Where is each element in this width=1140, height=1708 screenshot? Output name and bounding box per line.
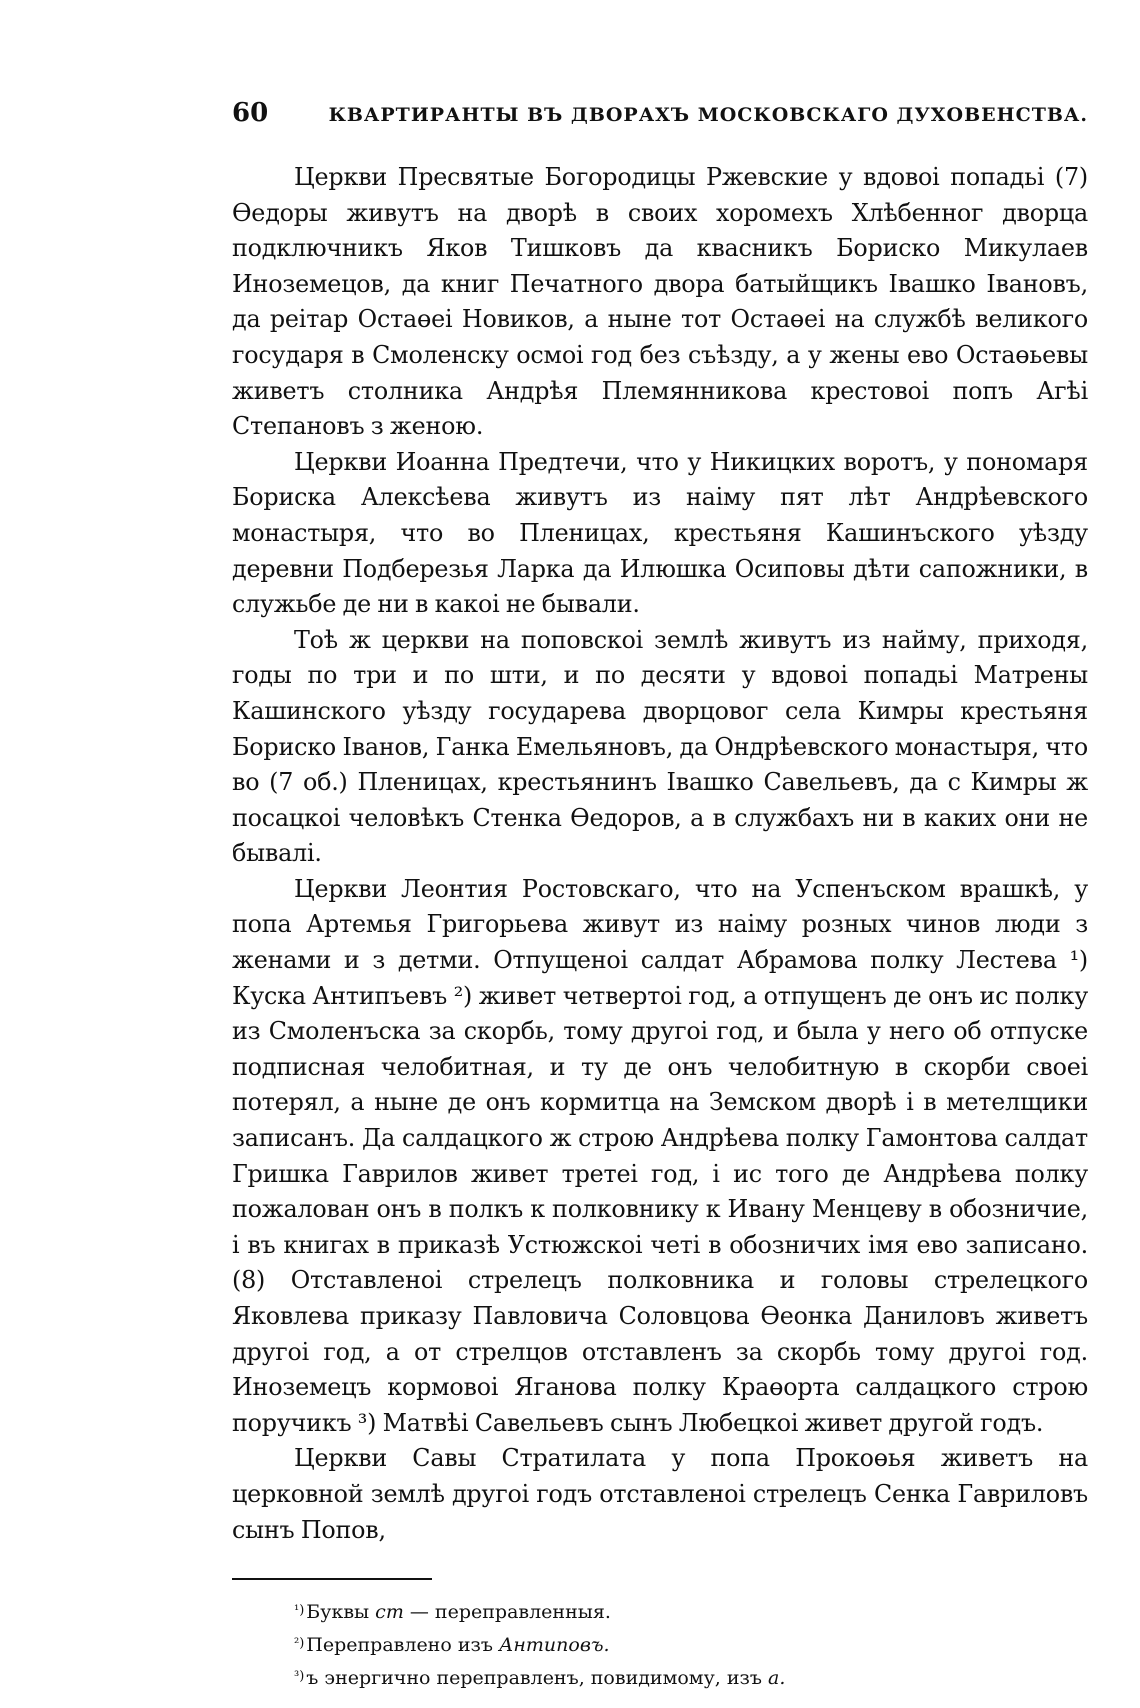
footnotes (232, 1596, 1088, 1695)
footnote-3 (294, 1662, 1088, 1695)
paragraph: Церкви Леонтия Ростовскаго, что на Успенъском врашкѣ, у попа Артемья Григорьева живут из наіму розных чинов люди з женами и з детми. Отпущеноі салдат Абрамова полку Лестева ¹) Куска Антипъевъ ²) живет четвертоі год, а отпущенъ де онъ ис полку из Смоленъска за скорбь, тому другоі год, и была у него об отпуске подписная челобитная, и ту де онъ челобитную в скорби своеі потерял, а ныне де онъ кормитца на Земском дворѣ і в метелщики записанъ. Да салдацкого ж строю Андрѣева полку Гамонтова салдат Гришка Гаврилов живет третеі год, і ис того де Андрѣева полку пожалован онъ в полкъ к полковнику к Ивану Менцеву в обозничие, і въ книгах в приказѣ Устюжскоі четі в обозничих імя ево записано. (8) Отставленоі стрелецъ полковника и головы стрелецкого Яковлева приказу Павловича Соловцова Өеонка Даниловъ живетъ другоі год, а от стрелцов отставленъ за скорбь тому другоі год. Иноземецъ кормовоі Яганова полку Краөорта салдацкого строю поручикъ ³) Матвѣі Савельевъ сынъ Любецкоі живет другой годъ. (232, 874, 1088, 1437)
footnote-italic: ст (375, 1601, 404, 1624)
footnote-rule (232, 1578, 432, 1580)
footnote-text: Буквы (306, 1601, 376, 1624)
footnote-text: Переправлено изъ (306, 1634, 499, 1657)
paragraph: Церкви Пресвятые Богородицы Ржевские у вдовоі попадьі (7) Өедоры живутъ на дворѣ в своих хоромехъ Хлѣбенног дворца подключникъ Яков Тишковъ да квасникъ Бориско Микулаев Иноземецов, да книг Печатного двора батыйщикъ Івашко Івановъ, да реітар Остаөеі Новиков, а ныне тот Остаөеі на службѣ великого государя в Смоленску осмоі год без съѣзду, а у жены ево Остаөьевы живетъ столника Андрѣя Племянникова крестовоі попъ Агѣі Степановъ з женою. (232, 163, 1088, 441)
footnote-italic: а. (768, 1667, 786, 1690)
running-title: КВАРТИРАНТЫ ВЪ ДВОРАХЪ МОСКОВСКАГО ДУХОВЕНСТВА. (328, 104, 1088, 126)
footnote-tail: — переправленныя. (403, 1601, 611, 1624)
footnote-italic: Антиповъ. (498, 1634, 610, 1657)
footnote-text: ъ энергично переправленъ, повидимому, изъ (306, 1667, 769, 1690)
body-text (232, 160, 1088, 1548)
paragraph: Церкви Савы Стратилата у попа Прокоөья живетъ на церковной землѣ другоі годъ отставленоі стрелецъ Сенка Гавриловъ сынъ Попов, (232, 1444, 1088, 1544)
paragraph: Тоѣ ж церкви на поповскоі землѣ живутъ из найму, приходя, годы по три и по шти, и по десяти у вдовоі попадьі Матрены Кашинского уѣзду государева дворцовог села Кимры крестьяня Бориско Іванов, Ганка Емельяновъ, да Ондрѣевского монастыря, что во (7 об.) Пленицах, крестьянинъ Івашко Савельевъ, да с Кимры ж посацкоі человѣкъ Стенка Өедоров, а в службахъ ни в каких они не бывалі. (232, 625, 1088, 868)
running-head (232, 98, 1088, 138)
footnote-1 (294, 1596, 1088, 1629)
page-number: 60 (232, 98, 269, 128)
footnote-mark: ²) (294, 1636, 305, 1652)
footnote-mark: ¹) (294, 1603, 305, 1619)
footnote-mark: ³) (294, 1669, 305, 1685)
footnote-2 (294, 1629, 1088, 1662)
paragraph: Церкви Иоанна Предтечи, что у Никицких воротъ, у пономаря Бориска Алексѣева живутъ из наіму пят лѣт Андрѣевского монастыря, что во Пленицах, крестьяня Кашинъского уѣзду деревни Подберезья Ларка да Илюшка Осиповы дѣти сапожники, в служьбе де ни в какоі не бывали. (232, 447, 1088, 619)
book-page (232, 98, 1088, 1695)
